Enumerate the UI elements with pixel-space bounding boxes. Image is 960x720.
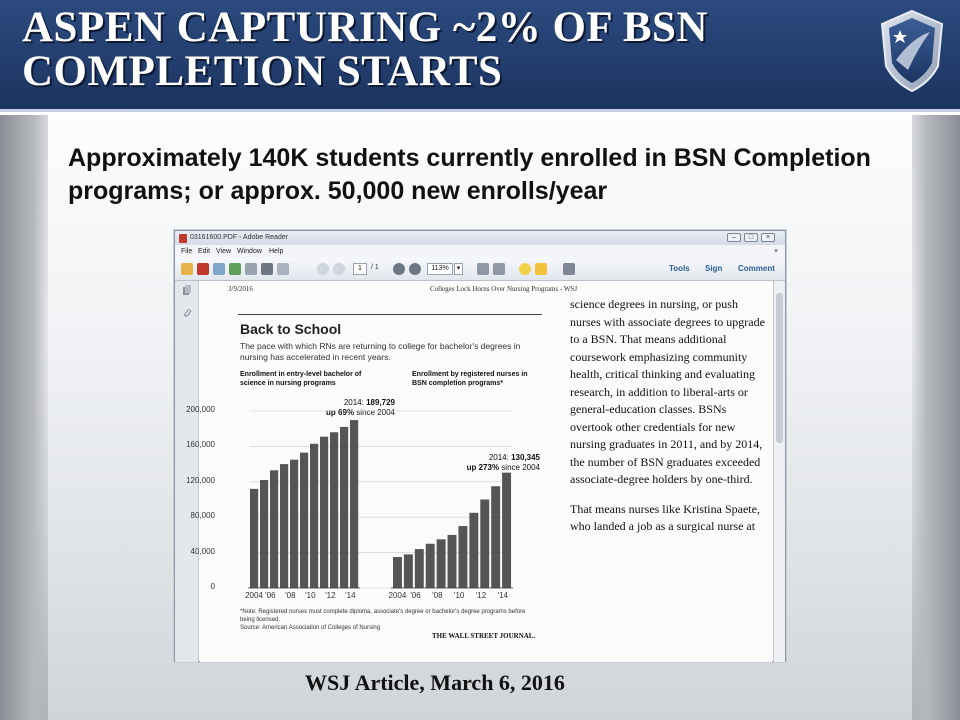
x-tick-label: '12 <box>475 591 487 600</box>
x-tick-label: 2004 <box>245 591 263 600</box>
x-tick-label: '06 <box>265 591 276 600</box>
cloud-upload-icon[interactable] <box>229 263 241 275</box>
annotation-change: up 273% <box>466 463 500 472</box>
wsj-credit: THE WALL STREET JOURNAL. <box>432 632 536 640</box>
slide-caption: WSJ Article, March 6, 2016 <box>305 670 565 695</box>
bar-2010 <box>310 444 318 588</box>
annotation-value: 130,345 <box>511 453 540 462</box>
close-document-icon[interactable]: × <box>774 248 779 255</box>
pages-icon[interactable] <box>182 285 192 295</box>
slide-subheading: Approximately 140K students currently enrolled in BSN Completion programs; or approx. 50,000 new enrolls/year <box>68 144 871 205</box>
bar-2012 <box>480 500 489 589</box>
pdf-file-icon <box>179 234 187 243</box>
full-screen-icon[interactable] <box>493 263 505 275</box>
bar-2010 <box>458 526 467 588</box>
bar-2009 <box>448 535 457 588</box>
x-tick-label: '06 <box>410 591 421 600</box>
expand-icon[interactable] <box>563 263 575 275</box>
edit-icon[interactable] <box>213 263 225 275</box>
annotation-change: up 69% <box>326 408 355 417</box>
menu-edit[interactable]: Edit <box>198 248 211 255</box>
x-tick-label: '12 <box>325 591 336 600</box>
highlight-icon[interactable] <box>535 263 547 275</box>
bar-2011 <box>469 513 478 588</box>
bar-2011 <box>320 437 328 588</box>
y-tick-label: 40,000 <box>190 546 215 556</box>
maximize-icon[interactable]: □ <box>744 233 758 242</box>
bar-2014 <box>350 420 358 588</box>
x-tick-label: '10 <box>305 591 316 600</box>
slide-title: ASPEN CAPTURING ~2% OF BSN COMPLETION STARTS <box>22 4 708 95</box>
x-tick-label: '08 <box>285 591 296 600</box>
bar-2007 <box>280 464 288 588</box>
annotation-value: 189,729 <box>366 398 395 407</box>
navigation-pane <box>175 281 199 662</box>
y-tick-label: 160,000 <box>186 440 215 450</box>
annotation-year: 2014: <box>343 398 364 407</box>
y-tick-label: 80,000 <box>190 511 215 521</box>
y-tick-label: 200,000 <box>186 405 215 414</box>
page-number-input[interactable]: 1 <box>353 263 367 275</box>
chart-subtitle: The pace with which RNs are returning to college for bachelor's degrees in nursing has accelerated in recent years. <box>240 341 521 362</box>
page-date: 3/9/2016 <box>228 285 253 293</box>
bar-2008 <box>290 460 298 588</box>
background-right-edge <box>912 115 960 720</box>
minimize-icon[interactable]: – <box>727 233 741 242</box>
page-total: / 1 <box>371 264 379 271</box>
menu-help[interactable]: Help <box>269 248 284 255</box>
x-tick-label: '10 <box>453 591 465 600</box>
annotation-since: since 2004 <box>501 463 540 472</box>
bar-2005 <box>260 480 268 588</box>
open-folder-icon[interactable] <box>181 263 193 275</box>
zoom-out-icon[interactable] <box>393 263 405 275</box>
x-tick-label: '08 <box>432 591 443 600</box>
zoom-level-select[interactable]: 113% <box>427 263 453 275</box>
fit-page-icon[interactable] <box>477 263 489 275</box>
chart-heading: Back to School <box>240 321 342 337</box>
bar-2004 <box>393 557 402 588</box>
tools-button[interactable]: Tools <box>669 264 690 273</box>
save-icon[interactable] <box>245 263 257 275</box>
print-icon[interactable] <box>261 263 273 275</box>
sign-button[interactable]: Sign <box>705 264 723 273</box>
chart-footnote <box>240 608 540 632</box>
background-left-edge <box>0 115 48 720</box>
menu-file[interactable]: File <box>181 248 193 255</box>
y-tick-label: 0 <box>210 582 215 591</box>
annotation-since: since 2004 <box>356 408 395 417</box>
bar-2007 <box>426 544 435 588</box>
adobe-reader-window <box>174 230 786 662</box>
bar-2014 <box>502 473 511 588</box>
window-title: 03161600.PDF - Adobe Reader <box>190 234 289 241</box>
annotation-year: 2014: <box>488 453 509 462</box>
scrollbar-thumb[interactable] <box>776 293 783 443</box>
bar-2009 <box>300 453 308 588</box>
vertical-scrollbar[interactable] <box>773 281 785 662</box>
source-text: Source: American Association of Colleges of Nursing <box>240 625 381 631</box>
page-header: Colleges Lock Horns Over Nursing Programs - WSJ <box>430 285 578 293</box>
bar-2006 <box>270 470 278 588</box>
menu-window[interactable]: Window <box>237 248 262 255</box>
shield-logo-icon <box>878 8 946 94</box>
pdf-page <box>186 281 772 662</box>
reader-toolbar <box>175 258 785 281</box>
x-tick-label: '14 <box>497 591 508 600</box>
panel-title-entry-level: Enrollment in entry-level bachelor of science in nursing programs <box>240 371 362 387</box>
attachment-icon[interactable] <box>182 307 192 317</box>
x-tick-label: 2004 <box>388 591 407 600</box>
footnote-text: *Note: Registered nurses must complete diploma, associate's degree or bachelor's degree programs before being licensed. <box>240 609 526 623</box>
bar-2008 <box>437 539 446 588</box>
slide-header <box>0 0 960 112</box>
x-tick-label: '14 <box>345 591 356 600</box>
chevron-down-icon[interactable]: ▾ <box>454 263 463 275</box>
bar-2012 <box>330 432 338 588</box>
menu-view[interactable]: View <box>216 248 232 255</box>
article-text <box>570 296 770 548</box>
article-paragraph: science degrees in nursing, or push nurses with associate degrees to upgrade to a BSN. That means additional coursework emphasizing community health, critical thinking and evaluating research, in addition to liberal-arts or general-education classes. BSNs overtook other credentials for new nursing graduates in 2011, and by 2014, the number of BSN graduates exceeded associate-degree holders by one-third. <box>570 297 765 486</box>
next-page-icon[interactable] <box>333 263 345 275</box>
bar-2006 <box>415 549 424 588</box>
bar-2013 <box>340 427 348 588</box>
article-paragraph: That means nurses like Kristina Spaete, who landed a job as a surgical nurse at <box>570 501 760 533</box>
close-icon[interactable]: × <box>761 233 775 242</box>
create-pdf-icon[interactable] <box>197 263 209 275</box>
previous-page-icon[interactable] <box>317 263 329 275</box>
window-titlebar <box>175 231 785 245</box>
panel-title-completion: Enrollment by registered nurses in BSN completion programs* <box>412 371 528 387</box>
menu-bar <box>175 245 785 258</box>
email-icon[interactable] <box>277 263 289 275</box>
bar-2004 <box>250 489 258 588</box>
comment-button[interactable]: Comment <box>738 264 775 273</box>
zoom-in-icon[interactable] <box>409 263 421 275</box>
bar-2005 <box>404 554 413 588</box>
y-tick-label: 120,000 <box>186 475 215 485</box>
bar-2013 <box>491 486 500 588</box>
comment-bubble-icon[interactable] <box>519 263 531 275</box>
